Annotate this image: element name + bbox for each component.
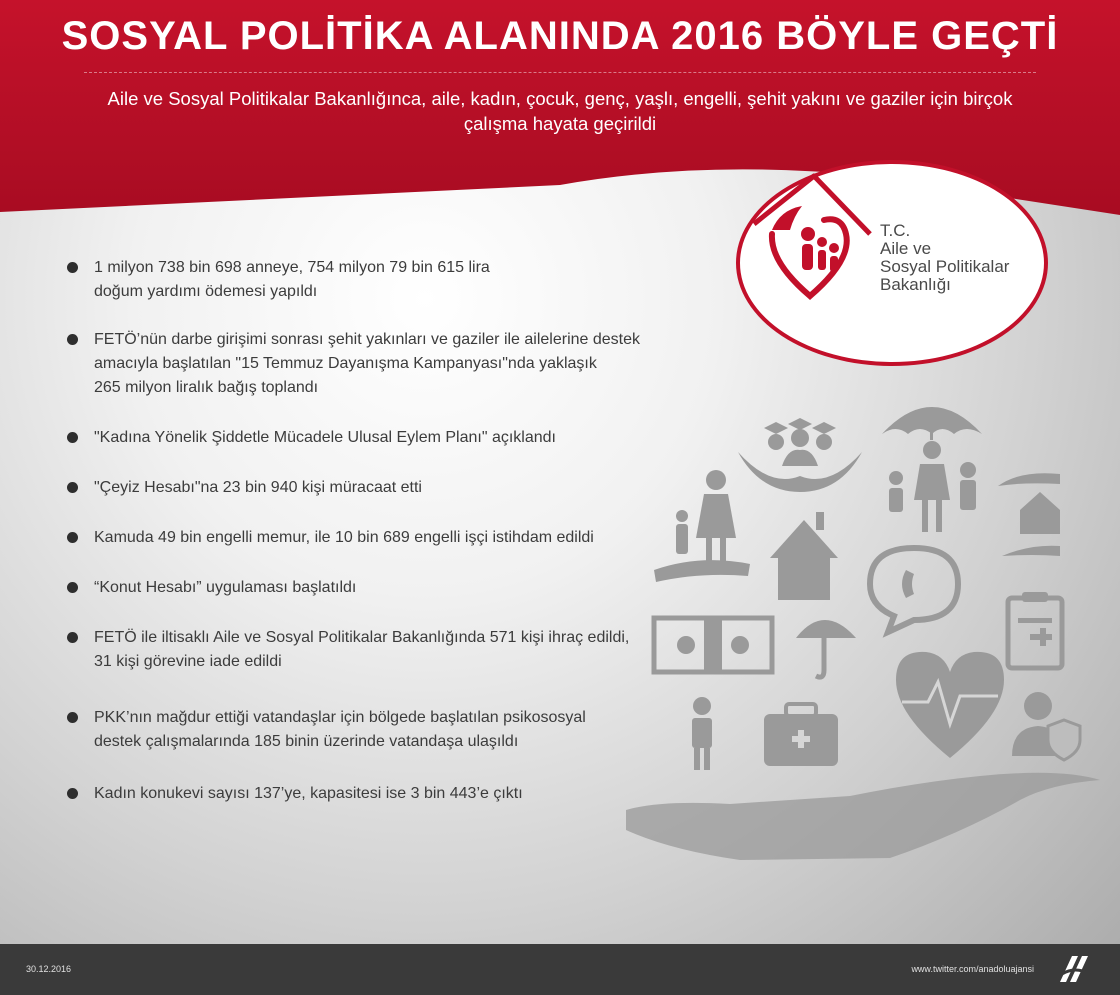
page-subtitle: Aile ve Sosyal Politikalar Bakanlığınca, aile, kadın, çocuk, genç, yaşlı, engelli, şehit yakını ve gaziler için birçok çalışma hayata geçirildi — [107, 88, 1013, 134]
house-icon — [770, 512, 838, 600]
list-item-text: "Kadına Yönelik Şiddetle Mücadele Ulusal Eylem Planı" açıklandı — [94, 429, 556, 446]
social-services-illustration — [620, 380, 1120, 880]
bullet-icon — [67, 582, 78, 593]
logo-line-tc: T.C. — [880, 221, 911, 240]
list-item — [64, 426, 674, 450]
title-divider — [84, 72, 1036, 73]
bullet-icon — [67, 532, 78, 543]
clipboard-icon — [1008, 592, 1062, 668]
umbrella-family-icon — [882, 407, 982, 532]
bullet-icon — [67, 632, 78, 643]
bullet-icon — [67, 482, 78, 493]
logo-line-aile: Aile ve — [880, 239, 932, 258]
list-item-text: Kadın konukevi sayısı 137’ye, kapasitesi ise 3 bin 443’e çıktı — [94, 785, 523, 802]
list-item — [64, 256, 674, 304]
list-item — [64, 782, 674, 806]
logo-line-sosyal: Sosyal Politikalar — [880, 257, 1010, 276]
list-item-text: Kamuda 49 bin engelli memur, ile 10 bin 689 engelli işçi istihdam edildi — [94, 529, 594, 546]
list-item — [64, 526, 674, 550]
bullet-icon — [67, 432, 78, 443]
bullet-icon — [67, 788, 78, 799]
list-item-text: FETÖ ile iltisaklı Aile ve Sosyal Politikalar Bakanlığında 571 kişi ihraç edildi, 31 kişi görevine iade edildi — [94, 629, 630, 670]
bullet-icon — [67, 262, 78, 273]
footer-twitter-link[interactable]: www.twitter.com/anadoluajansi — [911, 964, 1034, 974]
list-item — [64, 476, 674, 500]
doctor-shield-icon — [1012, 692, 1080, 760]
ministry-logo-text — [880, 222, 1009, 294]
ministry-logo-icon — [750, 172, 874, 302]
footer-date: 30.12.2016 — [26, 964, 72, 974]
heart-pulse-icon — [896, 652, 1004, 758]
money-icon — [654, 618, 772, 672]
umbrella-icon — [796, 620, 856, 677]
list-item — [64, 576, 674, 600]
house-hands-icon — [998, 473, 1060, 556]
bullet-icon — [67, 712, 78, 723]
open-hand-icon — [626, 773, 1100, 860]
list-item-text: PKK’nın mağdur ettiği vatandaşlar için bölgede başlatılan psikososyal destek çalışmalarında 185 binin üzerinde vatandaşa ulaşıldı — [94, 709, 586, 750]
list-item-text: "Çeyiz Hesabı"na 23 bin 940 kişi müracaat etti — [94, 479, 422, 496]
phone-bubble-icon — [870, 548, 958, 632]
list-item — [64, 328, 674, 400]
list-item-text: 1 milyon 738 bin 698 anneye, 754 milyon 79 bin 615 lira doğum yardımı ödemesi yapıldı — [94, 259, 490, 300]
bullet-icon — [67, 334, 78, 345]
disabled-person-icon — [692, 697, 712, 770]
list-item-text: “Konut Hesabı” uygulaması başlatıldı — [94, 579, 357, 596]
list-item — [64, 626, 674, 674]
footer-bar — [0, 944, 1120, 995]
list-item-text: FETÖ’nün darbe girişimi sonrası şehit yakınları ve gaziler ile ailelerine destek amacıyla başlatılan "15 Temmuz Dayanışma Kampanyası"nda yaklaşık 265 milyon liralık bağış toplandı — [94, 331, 641, 396]
mother-child-hand-icon — [654, 470, 750, 582]
list-item — [64, 706, 674, 754]
logo-line-bakanlik: Bakanlığı — [880, 275, 951, 294]
first-aid-kit-icon — [764, 704, 838, 766]
graduates-hands-icon — [738, 418, 862, 492]
aa-logo-icon — [1058, 954, 1092, 984]
page-title: SOSYAL POLİTİKA ALANINDA 2016 BÖYLE GEÇTİ — [61, 14, 1059, 58]
